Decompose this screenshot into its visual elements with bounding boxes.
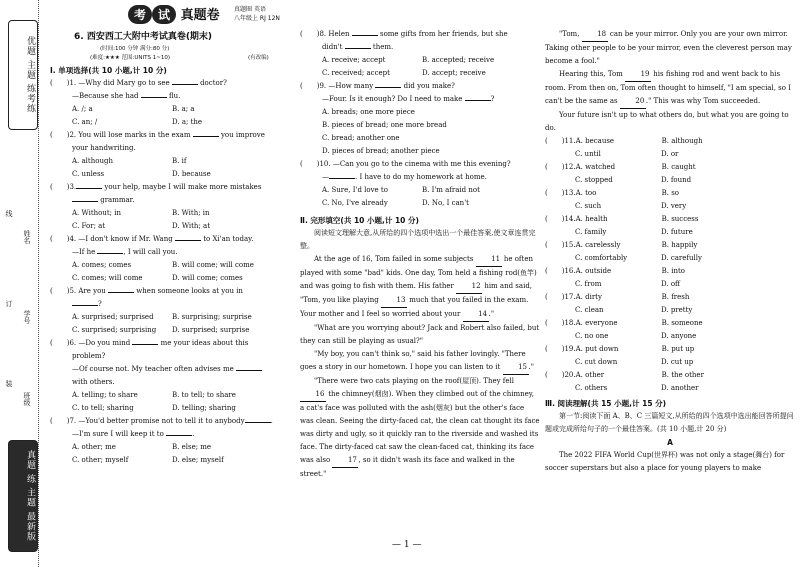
p3-text-b: ." (528, 363, 534, 371)
option: B. I'm afraid not (422, 186, 480, 194)
section-2-instructions: 阅读短文理解大意,从所给的四个选项中选出一个最佳答案,使文章连贯完整。 (300, 229, 536, 250)
q10-stem-2: — (322, 173, 329, 181)
question-2: ( )2. You will lose marks in the exam you improve (50, 131, 265, 139)
p6-text-b: his fishing rod and went back to his room. From then on, Tom often thought to himself, "I am special, so I can't be the same as (545, 70, 791, 105)
option: C. For; at (72, 222, 106, 230)
q1-stem-2: doctor? (200, 79, 227, 87)
q10-stem: 10. —Can you go to the cinema with me this evening? (319, 160, 511, 168)
q4-stem-2: to Xi'an today. (203, 235, 254, 243)
p4-text-c: , so it didn't wash its face and walked in the street." (300, 456, 515, 478)
cloze-blank-19[interactable]: 19 (625, 68, 651, 82)
column-2 (300, 28, 540, 481)
q2-stem: 2. You will lose marks in the exam (69, 131, 191, 139)
cloze-question-row-2 (545, 148, 795, 161)
name-field-label: 姓名 (23, 230, 31, 244)
option: A. health (575, 215, 608, 223)
q9-stem-4: ? (490, 95, 495, 103)
q3-stem-2: your help, maybe I will make more mistakes (104, 183, 262, 191)
q6-stem-5: with others. (72, 378, 115, 386)
option: B. although (661, 137, 703, 145)
q10-stem-3: . I have to do my homework at home. (355, 173, 487, 181)
option: C. comfortably (575, 254, 628, 262)
option: D. will come; comes (172, 274, 243, 282)
cloze-question-row: ( )19.A. put down B. put up (545, 343, 795, 356)
option: D. No, I can't (422, 199, 469, 207)
option: A. dirty (575, 293, 602, 301)
option: D. telling; sharing (172, 404, 236, 412)
q7-stem: 7. —You'd better promise not to tell it to anybody (69, 417, 245, 425)
q4-stem-4: , I will call you. (123, 248, 178, 256)
cloze-question-row-2 (545, 174, 795, 187)
option: B. With; in (172, 209, 210, 217)
option: C. other; myself (72, 456, 129, 464)
q4-blank-2[interactable] (97, 253, 123, 254)
option: D. carefully (661, 254, 702, 262)
question-10: ( )10. —Can you go to the cinema with me this evening? (300, 160, 511, 168)
q1-stem-3: —Because she had (72, 92, 139, 100)
p5-text-a: "Tom, (559, 30, 580, 38)
binding-dotted-line (38, 0, 39, 567)
q3-stem-3: grammar. (100, 196, 135, 204)
option: C. surprised; surprising (72, 326, 157, 334)
q10-blank[interactable] (329, 178, 355, 179)
q3-blank-2[interactable] (72, 201, 98, 202)
option: A. because (575, 137, 615, 145)
cloze-blank-13[interactable]: 13 (381, 294, 407, 308)
p6-text-c: ." This was why Tom succeeded. (645, 97, 761, 105)
option: B. into (661, 267, 685, 275)
option: B. will come; will come (172, 261, 254, 269)
option: B. surprising; surprise (172, 313, 252, 321)
cloze-question-row: ( )17.A. dirty B. fresh (545, 291, 795, 304)
q1-stem: 1. —Why did Mary go to see (69, 79, 170, 87)
option: A. too (575, 189, 597, 197)
p6-text-a: Hearing this, Tom (559, 70, 623, 78)
q6-stem-4: —Of course not. My teacher often advises me (72, 365, 234, 373)
option: A. Without; in (72, 209, 122, 217)
q1-blank-2[interactable] (141, 97, 167, 98)
question-number: 15. (564, 241, 576, 249)
option: B. to tell; to share (172, 391, 236, 399)
option: D. another (661, 384, 699, 392)
q6-blank-1[interactable] (132, 344, 158, 345)
p3-text-a: "My boy, you can't think so," said his father lovingly. "There goes a story in our hometown. I hope you can listen to it (300, 350, 526, 371)
question-number: 11. (564, 137, 576, 145)
banner-char-1: 考 (128, 5, 152, 24)
cloze-blank-16[interactable]: 16 (300, 388, 326, 402)
p4-text-b: the chimney(烟囱). When they climbed out of the chimney, a cat's face was polluted with the ash(烟灰) but the other's face was clean. Seeing the dirty-faced cat, the clean cat thought its face was dirty and ugly, so it quickly ran to the riverside and washed its face. The dirty-faced cat saw the clean-faced cat, thinking its face was also (300, 390, 540, 464)
q5-blank-1[interactable] (108, 292, 134, 293)
option: B. the other (661, 371, 704, 379)
section-3-heading: Ⅲ. 阅读理解(共 15 小题,计 15 分) (545, 399, 667, 408)
option: A. carelessly (575, 241, 621, 249)
option: B. caught (661, 163, 696, 171)
question-9: ( )9. —How many did you make? (300, 82, 455, 90)
cloze-question-row: ( )14.A. health B. success (545, 213, 795, 226)
cloze-blank-14[interactable]: 14 (463, 308, 489, 322)
q8-stem: 8. Helen (319, 30, 350, 38)
question-number: 13. (564, 189, 576, 197)
option: A. watched (575, 163, 616, 171)
cloze-question-row-2 (545, 252, 795, 265)
option: B. happily (661, 241, 698, 249)
q4-stem-3: —If he (72, 248, 96, 256)
series-name: 真题圈 (234, 6, 253, 13)
option: D. pieces of bread; another piece (322, 147, 440, 155)
q2-stem-3: your handwriting. (72, 144, 136, 152)
q8-blank-1[interactable] (352, 35, 378, 36)
passage-paragraph-4 (300, 375, 540, 481)
sidebar-tab-top: 优题 主题 练考练 (8, 20, 38, 130)
option: B. if (172, 157, 187, 165)
option: B. so (661, 189, 680, 197)
q4-blank-1[interactable] (175, 240, 201, 241)
option: C. from (575, 280, 602, 288)
question-number: 20. (564, 371, 576, 379)
option: C. an; / (72, 118, 98, 126)
q7-blank-1[interactable] (245, 422, 271, 423)
question-number: 14. (564, 215, 576, 223)
option: B. put up (661, 345, 695, 353)
cloze-question-row-2 (545, 278, 795, 291)
q7-blank-2[interactable] (166, 435, 192, 436)
question-number: 17. (564, 293, 576, 301)
p1-text-a: At the age of 16, Tom failed in some subjects (314, 255, 474, 263)
question-6: ( )6. —Do you mind me your ideas about this (50, 339, 249, 347)
column-1 (50, 64, 290, 467)
option: A. comes; comes (72, 261, 132, 269)
q8-blank-2[interactable] (345, 48, 371, 49)
class-field-label: 班级 (23, 392, 31, 406)
question-7: ( )7. —You'd better promise not to tell it to anybody . (50, 417, 273, 425)
option: A. surprised; surprised (72, 313, 154, 321)
option: B. success (661, 215, 699, 223)
question-1: ( )1. —Why did Mary go to see doctor? (50, 79, 227, 87)
p5-text-b: can be your mirror. Only you are your own mirror. Taking other people to be your mirror, even the cleverest person may become a fool." (545, 30, 792, 65)
passage-paragraph-5 (545, 28, 795, 68)
option: A. other; me (72, 443, 116, 451)
question-number: 16. (564, 267, 576, 275)
question-number: 18. (564, 319, 576, 327)
q9-blank-2[interactable] (465, 100, 491, 101)
banner-text: 真题卷 (180, 8, 220, 23)
cloze-question-row-2 (545, 356, 795, 369)
option: D. else; myself (172, 456, 224, 464)
question-4: ( )4. —I don't know if Mr. Wang to Xi'an today. (50, 235, 254, 243)
paper-title: 6. 西安西工大附中考试真卷(期末) (74, 32, 213, 42)
option: D. or (661, 150, 679, 158)
q3-blank-1[interactable] (76, 188, 102, 189)
q5-blank-2[interactable] (72, 305, 98, 306)
cloze-question-row: ( )11.A. because B. although (545, 135, 795, 148)
option: C. others (575, 384, 608, 392)
option: B. pieces of bread; one more bread (322, 121, 447, 129)
option: D. pretty (661, 306, 693, 314)
option: C. comes; will come (72, 274, 143, 282)
difficulty-range: (难度:★★★ 范围:UNITS 1~10) (90, 55, 171, 61)
cloze-question-row-2 (545, 226, 795, 239)
option: A. although (72, 157, 113, 165)
cloze-question-row: ( )12.A. watched B. caught (545, 161, 795, 174)
cloze-question-row: ( )15.A. carelessly B. happily (545, 239, 795, 252)
option: C. stopped (575, 176, 613, 184)
exam-banner (128, 4, 230, 26)
cloze-blank-15[interactable]: 15 (503, 361, 529, 375)
p1-text-e: ." (488, 310, 495, 318)
option: D. anyone (661, 332, 697, 340)
cloze-question-row-2 (545, 200, 795, 213)
binding-sidebar (0, 0, 46, 567)
cloze-blank-20[interactable]: 20 (620, 95, 646, 109)
option: A. put down (575, 345, 619, 353)
q5-stem-3: ? (98, 300, 102, 308)
cloze-question-row: ( )13.A. too B. so (545, 187, 795, 200)
option: C. bread; another one (322, 134, 400, 142)
option: C. cut down (575, 358, 618, 366)
passage-paragraph-1 (300, 253, 540, 322)
q3-stem: 3. (69, 183, 77, 191)
cloze-question-row-2 (545, 382, 795, 395)
q9-blank-1[interactable] (375, 87, 401, 88)
q6-stem-2: me your ideas about this (160, 339, 249, 347)
page-number: — 1 — (392, 540, 422, 550)
option: D. future (661, 228, 693, 236)
option: C. no one (575, 332, 609, 340)
p1-text-b: he often played with some "bad" kids. One day, Tom held a fishing rod(鱼竿) and was going to fish with them. His father (300, 255, 537, 290)
option: D. off (661, 280, 681, 288)
section-1-heading: Ⅰ. 单项选择(共 10 小题,计 10 分) (50, 66, 167, 75)
passage-paragraph-6 (545, 68, 795, 109)
q1-stem-4: flu. (168, 92, 181, 100)
student-id-field-label: 学号 (23, 310, 31, 324)
option: A. other (575, 371, 605, 379)
option: C. unless (72, 170, 105, 178)
option: D. found (661, 176, 692, 184)
q5-stem-2: when someone looks at you in (136, 287, 243, 295)
q9-stem-3: —Four. Is it enough? Do I need to make (322, 95, 463, 103)
option: D. cut up (661, 358, 694, 366)
q4-stem: 4. —I don't know if Mr. Wang (69, 235, 173, 243)
exam-info: (时间:100 分钟 满分:80 分) (100, 46, 170, 52)
option: D. a; the (172, 118, 203, 126)
cut-line-label-3: 装 (5, 380, 13, 387)
option: C. family (575, 228, 607, 236)
option: D. because (172, 170, 211, 178)
cloze-question-row-2 (545, 304, 795, 317)
q2-blank[interactable] (193, 136, 219, 137)
option: A. telling; to share (72, 391, 138, 399)
cloze-question-row-2 (545, 330, 795, 343)
option: B. accepted; receive (422, 56, 495, 64)
column-3 (545, 28, 795, 475)
section-2-heading: Ⅱ. 完形填空(共 10 小题,计 10 分) (300, 216, 419, 225)
q9-stem: 9. —How many (319, 82, 374, 90)
option: D. With; at (172, 222, 211, 230)
q6-stem: 6. —Do you mind (69, 339, 131, 347)
q8-stem-2: some gifts from her friends, but she (379, 30, 508, 38)
cloze-question-row: ( )20.A. other B. the other (545, 369, 795, 382)
option: A. outside (575, 267, 612, 275)
q6-stem-3: problem? (72, 352, 106, 360)
version-note: (有改编) (248, 55, 269, 61)
q6-blank-2[interactable] (236, 370, 262, 371)
q7-stem-4: . (192, 430, 195, 438)
banner-char-2: 试 (152, 5, 176, 24)
q1-blank-1[interactable] (172, 84, 198, 85)
cloze-blank-18[interactable]: 18 (582, 28, 608, 42)
p4-text-a: "There were two cats playing on the roof(屋顶). They fell (314, 377, 514, 385)
option: D. accept; receive (422, 69, 486, 77)
question-number: 12. (564, 163, 576, 171)
question-3: ( )3. your help, maybe I will make more mistakes (50, 183, 262, 191)
cut-line-label-1: 线 (5, 210, 13, 217)
question-number: 19. (564, 345, 576, 353)
option: D. very (661, 202, 687, 210)
cloze-question-row: ( )16.A. outside B. into (545, 265, 795, 278)
option: C. such (575, 202, 602, 210)
option: A. /; a (72, 105, 93, 113)
sidebar-tab-bottom: 真题 练 主题 最新版 (8, 440, 38, 552)
option: C. until (575, 150, 601, 158)
option: B. fresh (661, 293, 690, 301)
grade-label: 八年级上 RJ 12N (234, 15, 280, 22)
q2-stem-2: you improve (220, 131, 265, 139)
q8-stem-3: didn't (322, 43, 343, 51)
p1-text-c: him and said, "Tom, you like playing (300, 282, 533, 304)
option: A. breads; one more piece (322, 108, 415, 116)
passage-paragraph-3 (300, 348, 540, 375)
cloze-blank-11[interactable]: 11 (476, 253, 502, 267)
reading-part-1-instructions: 第一节:阅读下面 A、B、C 三篇短文,从所给的四个选项中选出能回答所提问题或完成所给句子的一个最佳答案。(共 10 小题,计 20 分) (545, 412, 794, 433)
passage-a-start: The 2022 FIFA World Cup(世界杯) was not only a stage(舞台) for soccer superstars but also a place for young players to make (545, 451, 785, 472)
passage-a-label: A (667, 438, 673, 447)
q5-stem: 5. Are you (69, 287, 106, 295)
option: B. else; me (172, 443, 212, 451)
option: B. a; a (172, 105, 195, 113)
p1-text-d: much that you failed in the exam. Your mother and I feel so worried about your (300, 296, 529, 318)
option: C. to tell; sharing (72, 404, 134, 412)
question-5: ( )5. Are you when someone looks at you in (50, 287, 243, 295)
option: C. No, I've already (322, 199, 388, 207)
q7-stem-2: . (270, 417, 273, 425)
cloze-blank-17[interactable]: 17 (332, 454, 358, 468)
q9-stem-2: did you make? (403, 82, 455, 90)
option: C. clean (575, 306, 604, 314)
option: A. receive; accept (322, 56, 386, 64)
passage-paragraph-7: Your future isn't up to what others do, but what you are going to do. (545, 111, 789, 132)
header-meta (234, 5, 280, 23)
option: D. surprised; surprise (172, 326, 250, 334)
q7-stem-3: —I'm sure I will keep it to (72, 430, 164, 438)
subject: 英语 (253, 6, 266, 13)
question-8: ( )8. Helen some gifts from her friends, but she (300, 30, 508, 38)
q8-stem-4: them. (372, 43, 394, 51)
cloze-question-row: ( )18.A. everyone B. someone (545, 317, 795, 330)
cut-line-label-2: 订 (5, 300, 13, 307)
cloze-blank-12[interactable]: 12 (456, 280, 482, 294)
passage-paragraph-2: "What are you worrying about? Jack and Robert also failed, but they can still be playing as usual?" (300, 324, 540, 345)
cloze-options (545, 135, 795, 395)
option: A. everyone (575, 319, 618, 327)
option: C. received; accept (322, 69, 390, 77)
option: A. Sure, I'd love to (322, 186, 388, 194)
option: B. someone (661, 319, 703, 327)
